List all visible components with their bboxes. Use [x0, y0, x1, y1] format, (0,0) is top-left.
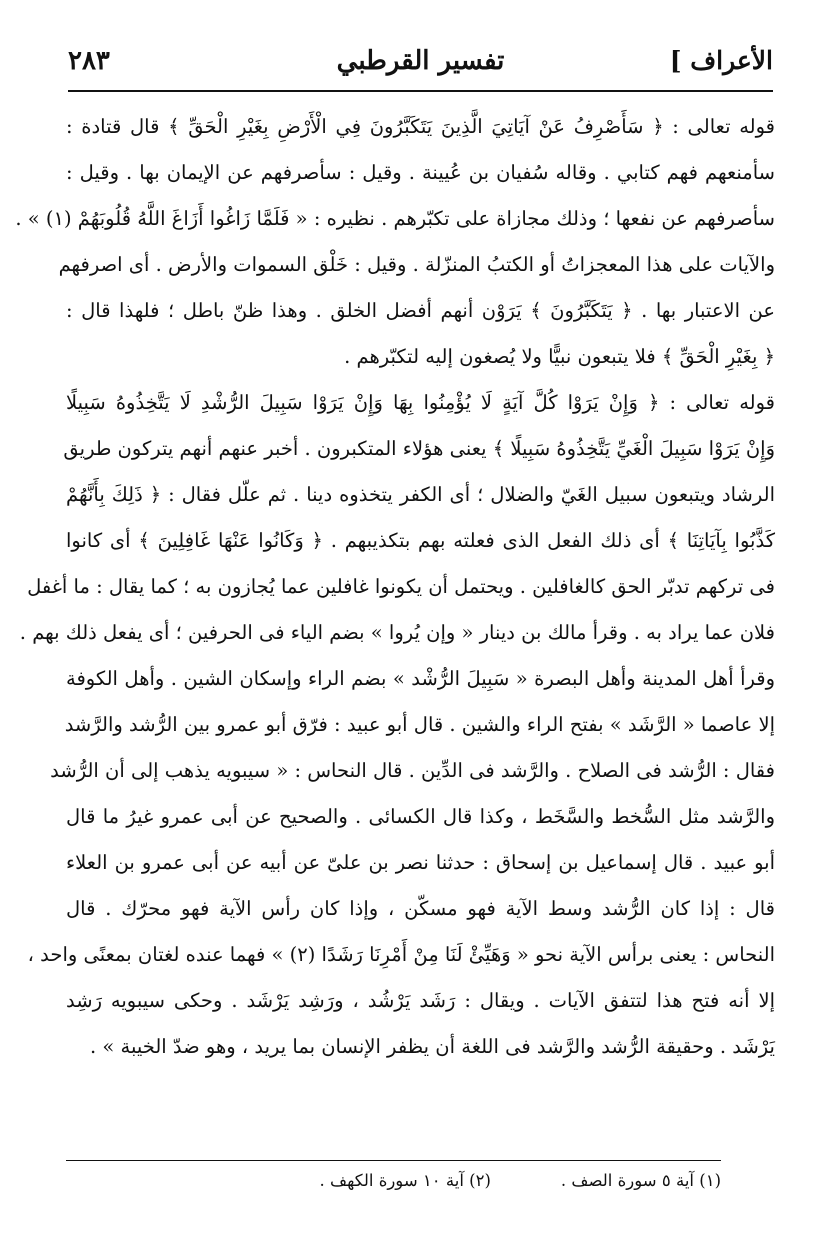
page-number: ٢٨٣ [68, 46, 110, 76]
text-line: فلان عما يراد به . وقرأ مالك بن دينار « وإن يُروا » بضم الياء فى الحرفين ؛ أى يفعل ذلك بهم . [19, 621, 775, 644]
book-title: تفسير القرطبي [336, 46, 505, 76]
text-line: وقرأ أهل المدينة وأهل البصرة « سَبِيلَ الرُّشْد » بضم الراء وإسكان الشين . وأهل الكوفة [66, 667, 775, 690]
text-line: سأصرفهم عن نفعها ؛ وذلك مجازاة على تكبّرهم . نظيره : « فَلَمَّا زَاغُوا أَزَاغَ اللَّهُ قُلُوبَهُمْ (١) » . [15, 207, 775, 230]
text-line: النحاس : يعنى برأس الآية نحو « وَهَيِّئْ لَنَا مِنْ أَمْرِنَا رَشَدًا (٢) » فهما عنده لغتان بمعنًى واحد ، [27, 943, 775, 966]
text-line: يَرْشَد . وحقيقة الرُّشد والرَّشد فى اللغة أن يظفر الإنسان بما يريد ، وهو ضدّ الخيبة » . [90, 1035, 775, 1058]
text-line: فقال : الرُّشد فى الصلاح . والرَّشد فى الدِّين . قال النحاس : « سيبويه يذهب إلى أن الرُّشد [50, 759, 775, 782]
text-line: عن الاعتبار بها . ﴿ يَتَكَبَّرُونَ ﴾ يَرَوْن أنهم أفضل الخلق . وهذا ظنّ باطل ؛ فلهذا قال : [66, 299, 775, 322]
text-line: قال : إذا كان الرُّشد وسط الآية فهو مسكّن ، وإذا كان رأس الآية فهو محرّك . قال [66, 897, 775, 920]
footnotes [66, 1160, 721, 1190]
text-line: قوله تعالى : ﴿ سَأَصْرِفُ عَنْ آيَاتِيَ الَّذِينَ يَتَكَبَّرُونَ فِي الْأَرْضِ بِغَيْرِ الْحَقِّ ﴾ قال قتادة : [66, 115, 775, 138]
text-line: كَذَّبُوا بِآيَاتِنَا ﴾ أى ذلك الفعل الذى فعلته بهم بتكذيبهم . ﴿ وَكَانُوا عَنْهَا غَافِلِينَ ﴾ أى كانوا [66, 529, 775, 552]
text-line: إلا عاصما « الرَّشَد » بفتح الراء والشين . قال أبو عبيد : فرّق أبو عمرو بين الرُّشد والرَّشد [64, 713, 775, 736]
surah-name: الأعراف ] [669, 46, 773, 75]
text-line: فى تركهم تدبّر الحق كالغافلين . ويحتمل أن يكونوا غافلين عما يُجازون به ؛ كما يقال : ما أغفل [27, 575, 775, 598]
text-line: أبو عبيد . قال إسماعيل بن إسحاق : حدثنا نصر بن علىّ عن أبيه عن أبى عمرو بن العلاء [66, 851, 775, 874]
main-text [15, 104, 775, 1070]
text-line: سأمنعهم فهم كتابي . وقاله سُفيان بن عُيينة . وقيل : سأصرفهم عن الإيمان بها . وقيل : [66, 161, 775, 184]
text-line: قوله تعالى : ﴿ وَإِنْ يَرَوْا كُلَّ آيَةٍ لَا يُؤْمِنُوا بِهَا وَإِنْ يَرَوْا سَبِيلَ الرُّشْدِ لَا يَتَّخِذُوهُ سَبِيلًا [66, 391, 775, 414]
footnote-1: (١) آية ٥ سورة الصف . [560, 1171, 721, 1190]
page-header [68, 40, 773, 92]
text-line: الرشاد ويتبعون سبيل الغَيّ والضلال ؛ أى الكفر يتخذوه دينا . ثم علّل فقال : ﴿ ذَلِكَ بِأَنَّهُمْ [66, 483, 775, 506]
footnote-2: (٢) آية ١٠ سورة الكهف . [319, 1171, 491, 1190]
text-line: والرَّشد مثل السُّخط والسَّخَط ، وكذا قال الكسائى . والصحيح عن أبى عمرو غيرُ ما قال [66, 805, 775, 828]
text-line: والآيات على هذا المعجزاتُ أو الكتبُ المنزّلة . وقيل : خَلْق السموات والأرض . أى اصرفهم [58, 253, 775, 276]
text-line: ﴿ بِغَيْرِ الْحَقِّ ﴾ فلا يتبعون نبيًّا ولا يُصغون إليه لتكبّرهم . [344, 345, 775, 368]
text-line: إلا أنه فتح هذا لتتفق الآيات . ويقال : رَشَد يَرْشُد ، ورَشِد يَرْشَد . وحكى سيبويه رَشِد [66, 989, 775, 1012]
text-line: وَإِنْ يَرَوْا سَبِيلَ الْغَيِّ يَتَّخِذُوهُ سَبِيلًا ﴾ يعنى هؤلاء المتكبرون . أخبر عنهم أنهم يتركون طريق [63, 437, 775, 460]
